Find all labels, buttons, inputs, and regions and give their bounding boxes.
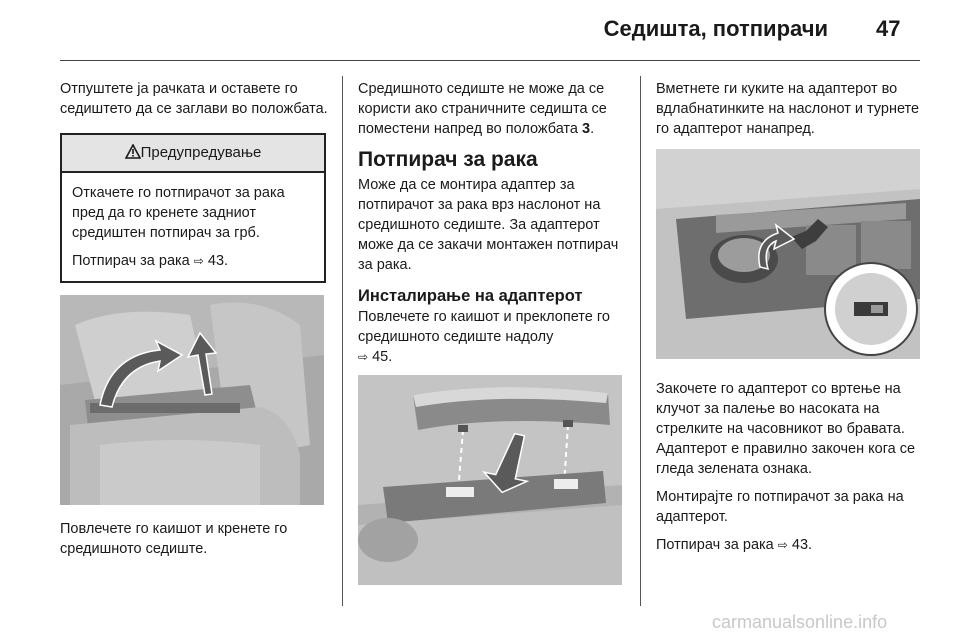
warning-triangle-icon [125, 144, 141, 159]
col3-para1: Закочете го адаптерот со вртење на клучот за палење во насоката на стрелките на часовникот во бравата. Адаптерот е правилно закочен кога се гледа зелената ознака. [656, 381, 916, 477]
page-reference-arrow-icon: ⇨ [777, 538, 788, 552]
warning-header [62, 135, 324, 173]
col2-para1: Може да се монтира адаптер за потпирачот за рака врз наслонот на средишното седиште. За адаптерот може да се закачи монтажен потпирач за рака. [358, 177, 619, 273]
illustration-adapter-lock [656, 149, 920, 359]
page-reference-arrow-icon: ⇨ [193, 254, 204, 268]
col2-para2: Повлечете го каишот и преклопете го средишното седиште надолу ⇨ 45. [358, 309, 610, 365]
warning-text: Откачете го потпирачот за рака пред да го кренете задниот средиштен потпирач за грб. [72, 185, 285, 241]
col3-reference: Потпирач за рака ⇨ 43. [656, 537, 813, 553]
col1-caption: Повлечете го каишот и кренете го средишното седиште. [60, 521, 288, 557]
watermark: carmanualsonline.info [712, 612, 888, 632]
column-3 [656, 79, 922, 563]
col2-intro: Средишното седиште не може да се користи ако страничните седишта се поместени напред во положбата 3. [358, 81, 607, 137]
col3-intro: Вметнете ги куките на адаптерот во вдлабнатинките на наслонот и турнете го адаптерот нанапред. [656, 81, 920, 137]
page-number: 47 [876, 16, 901, 41]
page-header [0, 0, 960, 60]
column-divider-2 [640, 76, 641, 606]
warning-box [60, 133, 326, 283]
page-reference-arrow-icon: ⇨ [358, 350, 369, 364]
position-number: 3 [582, 121, 591, 137]
header-divider [60, 60, 920, 61]
warning-title: Предупредување [140, 144, 262, 161]
column-divider-1 [342, 76, 343, 606]
illustration-seat-raise [60, 295, 324, 505]
column-2 [358, 79, 626, 585]
col2-ref-page: 45. [372, 349, 393, 365]
column-1 [60, 79, 328, 567]
illustration-adapter-mount [358, 375, 622, 585]
warning-reference [72, 251, 314, 271]
warning-body [62, 173, 324, 281]
warning-ref-page: 43. [207, 253, 229, 269]
warning-ref-label: Потпирач за рака [72, 253, 190, 269]
subheading-adapter-install: Инсталирање на адаптерот [358, 287, 583, 305]
col3-para2: Монтирајте го потпирачот за рака на адаптерот. [656, 489, 904, 525]
section-heading-armrest: Потпирач за рака [358, 148, 538, 171]
col1-intro: Отпуштете ја рачката и оставете го седиштето да се заглави во положбата. [60, 81, 328, 117]
page-title: Седишта, потпирачи [603, 16, 828, 41]
